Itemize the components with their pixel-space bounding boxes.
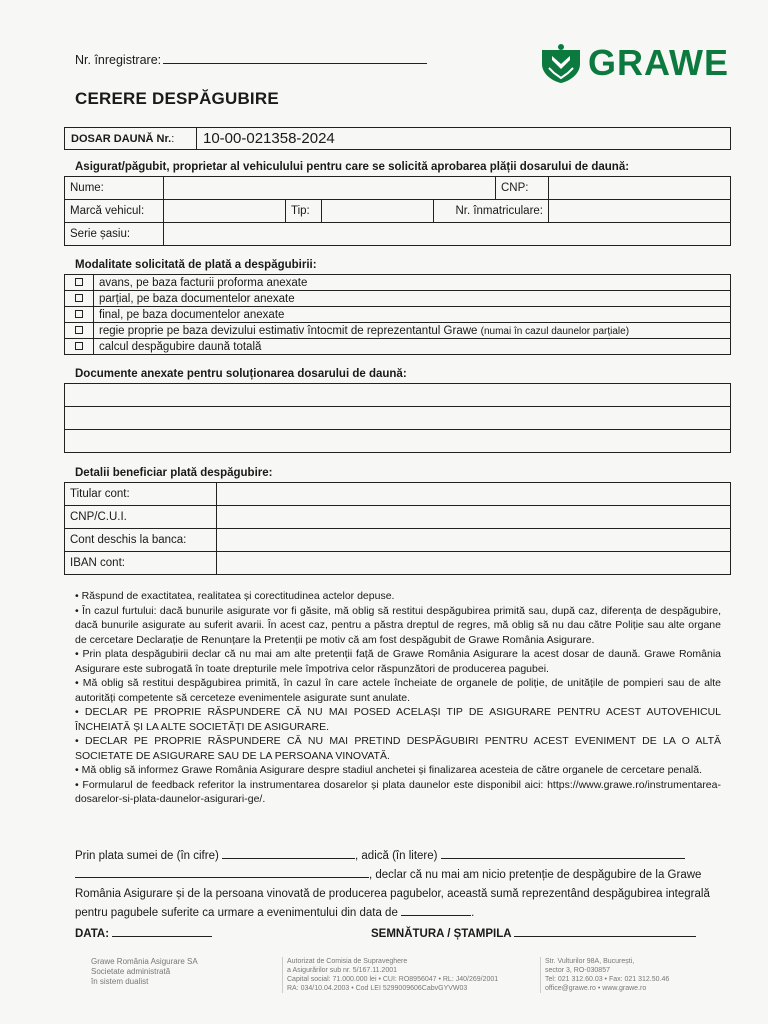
checkbox-icon[interactable] bbox=[75, 294, 83, 302]
checkbox-icon[interactable] bbox=[75, 342, 83, 350]
sum-letters-continued-input[interactable] bbox=[75, 867, 369, 878]
documents-table bbox=[64, 383, 731, 453]
payment-option-label: parțial, pe baza documentelor anexate bbox=[94, 291, 731, 307]
declaration-item: • DECLAR PE PROPRIE RĂSPUNDERE CĂ NU MAI PRETIND DESPĂGUBIRI PENTRU ACEST EVENIMENT DE LA O ALTĂ SOCIETATE DE ASIGURARE SAU DE LA PERSOANA VINOVATĂ. bbox=[75, 735, 721, 762]
nume-input[interactable] bbox=[164, 177, 496, 200]
document-line-input[interactable] bbox=[65, 384, 731, 407]
payment-checkbox[interactable] bbox=[65, 339, 94, 355]
iban-input[interactable] bbox=[217, 552, 731, 575]
sum-figures-input[interactable] bbox=[222, 848, 355, 859]
payment-option-label: calcul despăgubire daună totală bbox=[94, 339, 731, 355]
marca-label: Marcă vehicul: bbox=[65, 200, 164, 223]
footer-registration bbox=[282, 957, 498, 993]
footer-line: Societate administrată bbox=[91, 967, 171, 976]
dosar-number-row bbox=[64, 127, 731, 150]
payment-option-text: regie proprie pe baza devizului estimativ întocmit de reprezentantul Grawe bbox=[99, 324, 478, 337]
document-line-input[interactable] bbox=[65, 407, 731, 430]
signature-field[interactable] bbox=[371, 927, 696, 940]
sum-end: . bbox=[471, 907, 475, 919]
documents-heading: Documente anexate pentru soluționarea dosarului de daună: bbox=[75, 368, 407, 380]
tip-input[interactable] bbox=[322, 200, 434, 223]
nr-inmatriculare-label: Nr. înmatriculare: bbox=[434, 200, 549, 223]
footer-line: Tel: 021 312.60.03 • Fax: 021 312.50.46 bbox=[545, 976, 670, 983]
declaration-item: • Mă oblig să restitui despăgubirea primită, în cazul în care actele încheiate de organele de poliție, de unitățile de pompieri sau de alte autorități competente să cerceteze evenimentele asigurate sunt anulate. bbox=[75, 677, 721, 704]
declaration-item: • Mă oblig să informez Grawe România Asigurare despre stadiul anchetei și finalizarea acesteia de către organele de cercetare penală. bbox=[75, 764, 703, 776]
registration-label: Nr. înregistrare: bbox=[75, 53, 162, 67]
date-label: DATA: bbox=[75, 928, 110, 940]
payment-checkbox[interactable] bbox=[65, 291, 94, 307]
declaration-item: • DECLAR PE PROPRIE RĂSPUNDERE CĂ NU MAI POSED ACELAȘI TIP DE ASIGURARE PENTRU ACEST AUTOVEHICUL ÎNCHEIATĂ ȘI LA ALTE SOCIETĂȚI DE ASIGURARE. bbox=[75, 706, 721, 733]
signature-input[interactable] bbox=[514, 927, 696, 937]
nr-inmatriculare-input[interactable] bbox=[549, 200, 731, 223]
serie-sasiu-input[interactable] bbox=[164, 223, 731, 246]
beneficiary-table bbox=[64, 482, 731, 575]
footer-contact bbox=[540, 957, 669, 993]
grawe-logo bbox=[538, 42, 729, 84]
document-line-input[interactable] bbox=[65, 430, 731, 453]
payment-heading: Modalitate solicitată de plată a despăgubirii: bbox=[75, 259, 317, 271]
banca-input[interactable] bbox=[217, 529, 731, 552]
nume-label: Nume: bbox=[65, 177, 164, 200]
dosar-label-cell bbox=[65, 128, 197, 149]
sum-text-1: Prin plata sumei de (în cifre) bbox=[75, 850, 219, 862]
serie-sasiu-label: Serie șasiu: bbox=[65, 223, 164, 246]
payment-checkbox[interactable] bbox=[65, 307, 94, 323]
iban-label: IBAN cont: bbox=[65, 552, 217, 575]
grawe-wordmark: GRAWE bbox=[588, 42, 730, 83]
checkbox-icon[interactable] bbox=[75, 326, 83, 334]
grawe-shield-icon bbox=[538, 42, 584, 84]
payment-checkbox[interactable] bbox=[65, 323, 94, 339]
footer-company bbox=[91, 957, 198, 987]
declaration-item: • Răspund de exactitatea, realitatea și corectitudinea actelor depuse. bbox=[75, 590, 395, 602]
date-field[interactable] bbox=[75, 927, 212, 940]
dosar-label-colon: : bbox=[171, 132, 175, 145]
payment-option-row[interactable] bbox=[65, 339, 731, 355]
payment-options-table bbox=[64, 274, 731, 355]
payment-option-row[interactable] bbox=[65, 291, 731, 307]
page-title: CERERE DESPĂGUBIRE bbox=[75, 89, 279, 108]
declaration-item: • În cazul furtului: dacă bunurile asigurate vor fi găsite, mă oblig să restitui despăgubirea primită sau, după caz, diferența de despăgubire, dacă bunurile asigurate au suferit avarii. În acest caz, pentru a păstra dreptul de regres, mă oblig să nu dau către Poliție sau alte organe de cercetare Declarație de Renunțare la Pretenții pe motiv că am fost despăgubit de Grawe România Asigurare. bbox=[75, 604, 721, 646]
footer-line: a Asigurărilor sub nr. 5/167.11.2001 bbox=[287, 967, 398, 974]
checkbox-icon[interactable] bbox=[75, 278, 83, 286]
date-input[interactable] bbox=[112, 927, 212, 937]
checkbox-icon[interactable] bbox=[75, 310, 83, 318]
payment-option-row[interactable] bbox=[65, 275, 731, 291]
sum-text-2: , adică (în litere) bbox=[355, 850, 438, 862]
cnp-cui-label: CNP/C.U.I. bbox=[65, 506, 217, 529]
payment-option-label bbox=[94, 323, 731, 339]
footer-line: Grawe România Asigurare SA bbox=[91, 957, 198, 966]
footer-line: Str. Vulturilor 98A, București, bbox=[545, 958, 635, 965]
declarations-list bbox=[75, 589, 721, 807]
footer-line: office@grawe.ro • www.grawe.ro bbox=[545, 985, 647, 992]
titular-label: Titular cont: bbox=[65, 483, 217, 506]
registration-number-field[interactable] bbox=[75, 52, 427, 67]
titular-input[interactable] bbox=[217, 483, 731, 506]
footer-line: sector 3, RO-030857 bbox=[545, 967, 610, 974]
cnp-label: CNP: bbox=[496, 177, 549, 200]
banca-label: Cont deschis la banca: bbox=[65, 529, 217, 552]
footer-line: RA: 034/10.04.2003 • Cod LEI 5299009606CabvGYVW03 bbox=[287, 985, 468, 992]
sum-letters-input[interactable] bbox=[441, 848, 685, 859]
dosar-number-value[interactable]: 10-00-021358-2024 bbox=[203, 130, 335, 147]
payment-option-label: final, pe baza documentelor anexate bbox=[94, 307, 731, 323]
payment-option-row[interactable] bbox=[65, 307, 731, 323]
sum-declaration bbox=[75, 847, 721, 923]
declaration-item: • Prin plata despăgubirii declar că nu mai am alte pretenții față de Grawe România Asigurare la acest dosar de daună. Grawe România Asigurare este subrogată în toate drepturile mele împotriva celor răspunzători de producerea pagubei. bbox=[75, 648, 721, 675]
signature-label: SEMNĂTURA / ȘTAMPILA bbox=[371, 928, 512, 940]
insured-table bbox=[64, 176, 731, 246]
payment-option-label: avans, pe baza facturii proforma anexate bbox=[94, 275, 731, 291]
sum-text-3: , declar că nu mai am nicio pretenție de despăgubire de la Grawe România Asigurare și de la persoana vinovată de producerea pagubelor, această sumă reprezentând despăgubirea integrală pentru pagubele suferite ca urmare a evenimentului din data de bbox=[75, 869, 710, 919]
payment-checkbox[interactable] bbox=[65, 275, 94, 291]
insured-heading: Asigurat/păgubit, proprietar al vehiculului pentru care se solicită aprobarea plății dosarului de daună: bbox=[75, 161, 630, 173]
tip-label: Tip: bbox=[286, 200, 322, 223]
beneficiary-heading: Detalii beneficiar plată despăgubire: bbox=[75, 467, 273, 479]
event-date-input[interactable] bbox=[401, 905, 471, 916]
payment-option-row[interactable] bbox=[65, 323, 731, 339]
footer-line: în sistem dualist bbox=[91, 977, 149, 986]
cnp-input[interactable] bbox=[549, 177, 731, 200]
marca-input[interactable] bbox=[164, 200, 286, 223]
registration-line[interactable] bbox=[163, 52, 427, 64]
declaration-item: • Formularul de feedback referitor la instrumentarea dosarelor și plata daunelor este disponibil aici: https://www.grawe.ro/instrumentarea-dosarelor-si-plata-daunelor-asigurari-ge/. bbox=[75, 778, 721, 805]
footer-line: Capital social: 71.000.000 lei • CUI: RO8956047 • RL: J40/269/2001 bbox=[287, 976, 499, 983]
payment-option-note: (numai în cazul daunelor parțiale) bbox=[480, 325, 630, 337]
dosar-label: DOSAR DAUNĂ Nr. bbox=[71, 132, 172, 145]
footer-line: Autorizat de Comisia de Supraveghere bbox=[287, 958, 408, 965]
cnp-cui-input[interactable] bbox=[217, 506, 731, 529]
